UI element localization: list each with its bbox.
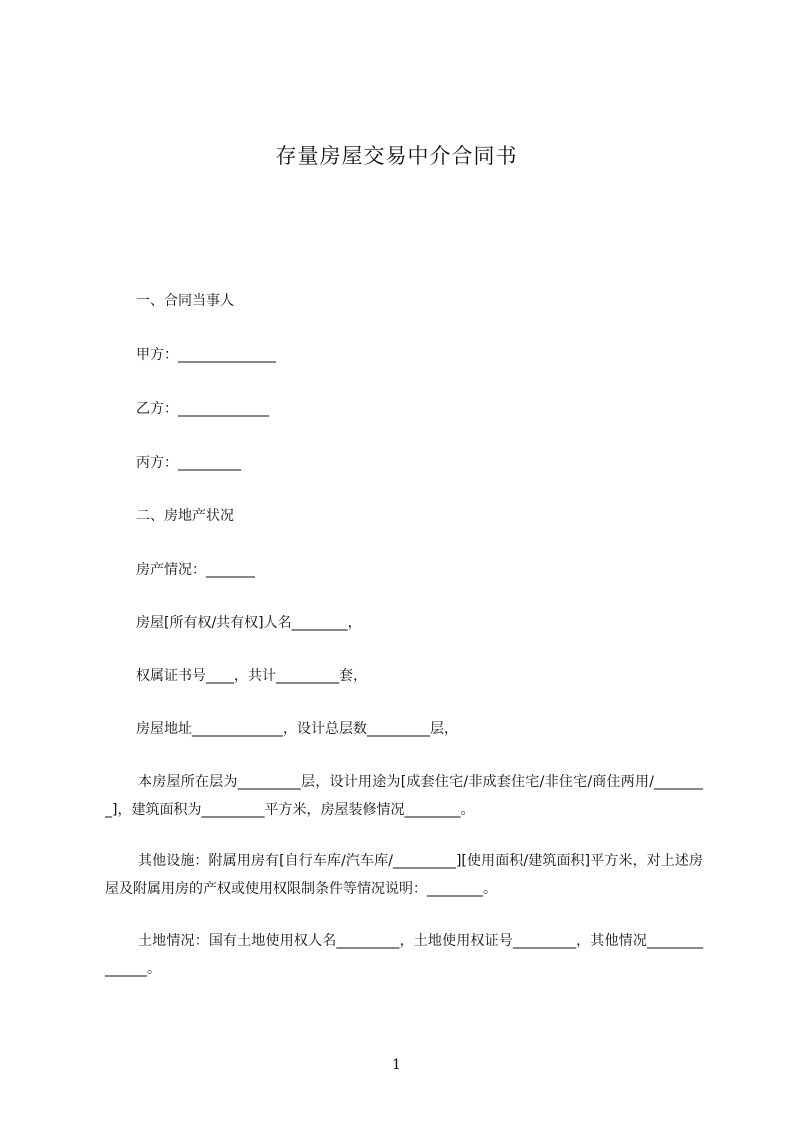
party-b-line: 乙方：_____________ [136,401,269,417]
address-line: 房屋地址_____________，设计总层数_________层， [136,721,458,737]
document-title: 存量房屋交易中介合同书 [275,144,518,168]
section-heading-parties: 一、合同当事人 [136,293,234,309]
owner-name-line: 房屋[所有权/共有权]人名________， [136,615,362,631]
party-a-line: 甲方：______________ [136,347,276,363]
page-number: 1 [392,1057,401,1073]
section-heading-property: 二、房地产状况 [136,508,234,524]
party-c-line: 丙方：_________ [136,455,241,471]
property-status-line: 房产情况：_______ [136,562,255,578]
certificate-line: 权属证书号____，共计_________套， [136,668,367,684]
land-paragraph: 土地情况：国有土地使用权人名_________，土地使用权证号_________，其他情况______________。 [105,933,703,977]
other-facilities-paragraph: 其他设施：附属用房有[自行车库/汽车库/_________][使用面积/建筑面积]平方米，对上述房屋及附属用房的产权或使用权限制条件等情况说明：________。 [105,853,703,897]
floor-usage-paragraph: 本房屋所在层为_________层，设计用途为[成套住宅/非成套住宅/非住宅/商住两用/________]，建筑面积为_________平方米，房屋装修情况________。 [105,774,703,818]
